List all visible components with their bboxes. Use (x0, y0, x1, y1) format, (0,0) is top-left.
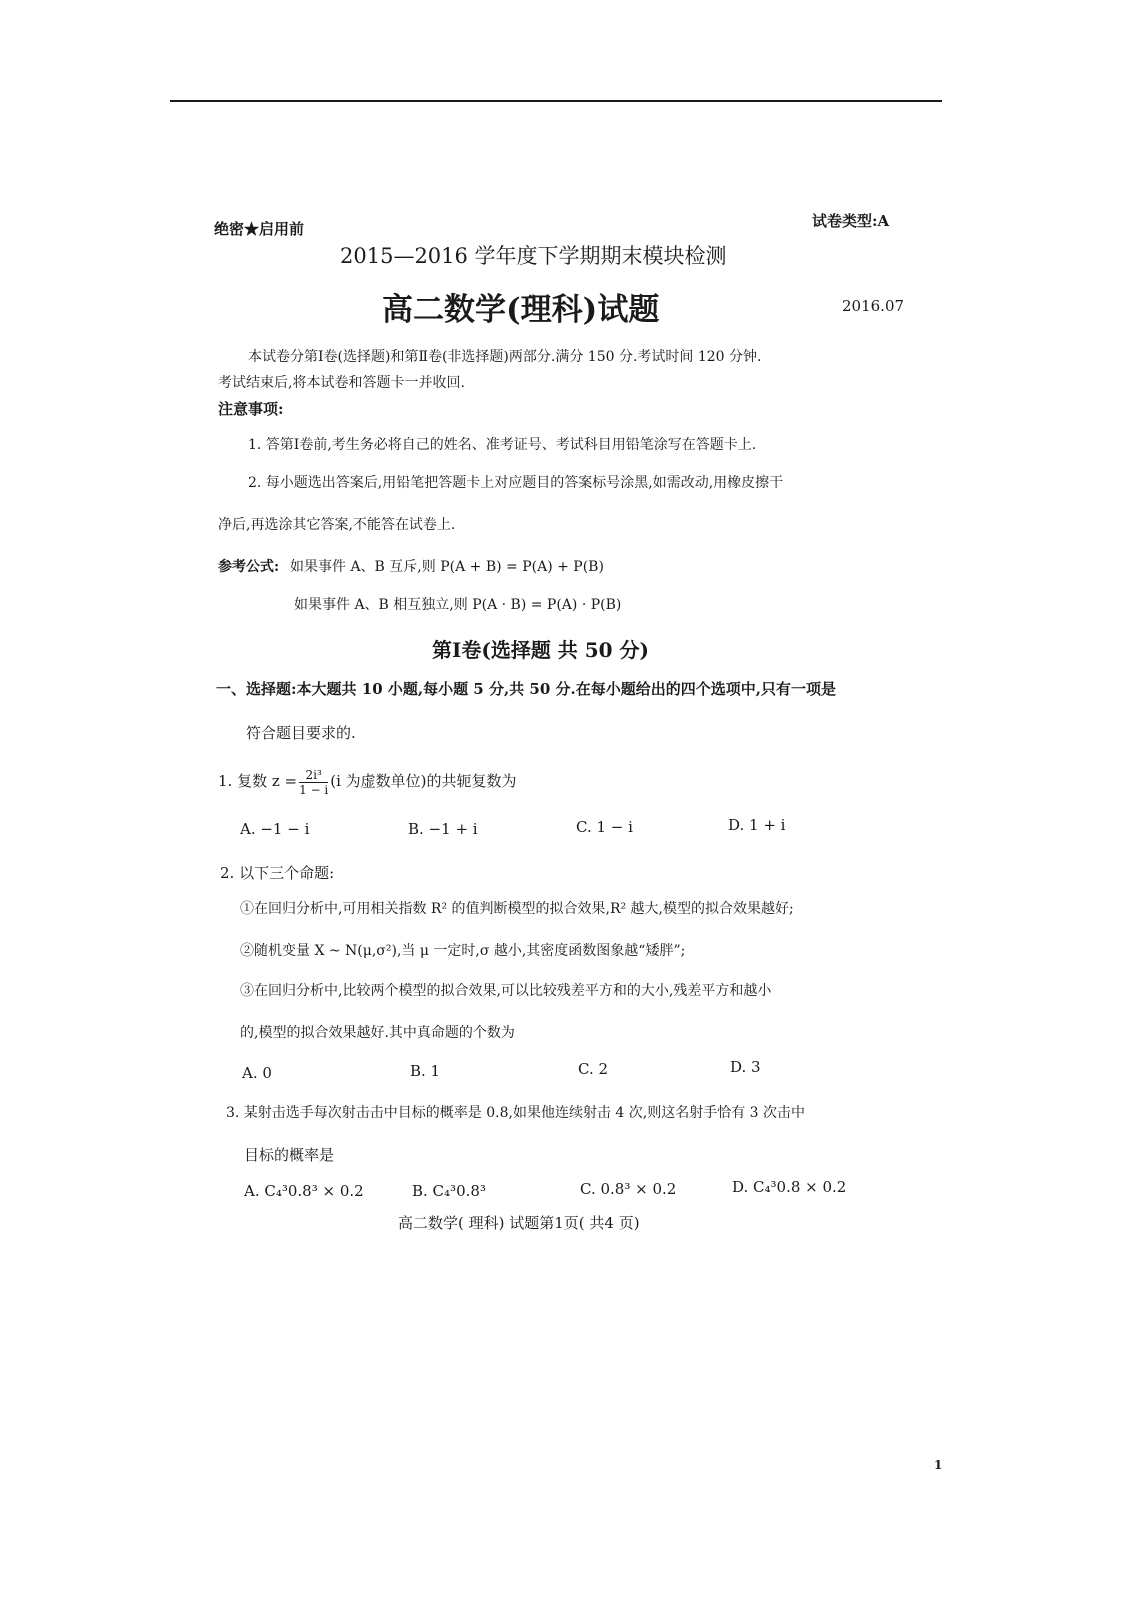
secret-label: 绝密★启用前 (214, 220, 305, 238)
exam-name: 2015—2016 学年度下学期期末模块检测 (340, 244, 727, 268)
notes-title: 注意事项: (218, 400, 284, 418)
page-title: 高二数学(理科)试题 (382, 292, 660, 328)
q1-fraction-denominator: 1 − i (299, 782, 329, 797)
q1-option-d: D. 1 + i (728, 816, 786, 834)
q2-proposition-2: ②随机变量 X ~ N(μ,σ²),当 μ 一定时,σ 越小,其密度函数图象越“矮胖”; (240, 943, 686, 959)
q1-option-b: B. −1 + i (408, 820, 478, 838)
q3-option-c: C. 0.8³ × 0.2 (580, 1180, 677, 1198)
top-rule (170, 100, 942, 102)
q1-suffix: (i 为虚数单位)的共轭复数为 (330, 772, 517, 790)
page-number: 1 (934, 1458, 943, 1472)
formula-line-1: 如果事件 A、B 互斥,则 P(A + B) = P(A) + P(B) (290, 559, 604, 575)
question-3-stem-a: 3. 某射击选手每次射击击中目标的概率是 0.8,如果他连续射击 4 次,则这名射手恰有 3 次击中 (226, 1105, 806, 1121)
intro-line-2: 考试结束后,将本试卷和答题卡一并收回. (218, 375, 465, 391)
q2-proposition-3a: ③在回归分析中,比较两个模型的拟合效果,可以比较残差平方和的大小,残差平方和越小 (240, 983, 772, 999)
q1-prefix: 1. 复数 z = (218, 772, 298, 790)
section-instruction-b: 符合题目要求的. (246, 724, 356, 742)
section-instruction-a: 一、选择题:本大题共 10 小题,每小题 5 分,共 50 分.在每小题给出的四个选项中,只有一项是 (216, 680, 836, 698)
exam-date: 2016.07 (842, 297, 905, 315)
q3-option-d: D. C₄³0.8 × 0.2 (732, 1178, 847, 1196)
intro-line-1: 本试卷分第Ⅰ卷(选择题)和第Ⅱ卷(非选择题)两部分.满分 150 分.考试时间 120 分钟. (248, 349, 762, 365)
question-2-stem: 2. 以下三个命题: (220, 864, 335, 882)
q1-option-a: A. −1 − i (240, 820, 310, 838)
note-2b: 净后,再选涂其它答案,不能答在试卷上. (218, 517, 456, 533)
q1-option-c: C. 1 − i (576, 818, 633, 836)
q1-fraction-numerator: 2i³ (299, 768, 328, 783)
q3-option-a: A. C₄³0.8³ × 0.2 (244, 1182, 364, 1200)
q2-option-b: B. 1 (410, 1062, 441, 1080)
section-title: 第Ⅰ卷(选择题 共 50 分) (432, 638, 650, 662)
paper-type: 试卷类型:A (812, 212, 890, 230)
q1-fraction (299, 768, 328, 797)
q2-proposition-1: ①在回归分析中,可用相关指数 R² 的值判断模型的拟合效果,R² 越大,模型的拟合效果越好; (240, 901, 794, 917)
formula-label: 参考公式: (218, 559, 280, 575)
page-footer-label: 高二数学( 理科) 试题第1页( 共4 页) (398, 1214, 640, 1232)
q2-proposition-3b: 的,模型的拟合效果越好.其中真命题的个数为 (240, 1025, 515, 1041)
question-3-stem-b: 目标的概率是 (244, 1146, 335, 1164)
q2-option-d: D. 3 (730, 1058, 761, 1076)
formula-line-2: 如果事件 A、B 相互独立,则 P(A · B) = P(A) · P(B) (294, 597, 622, 613)
q2-option-a: A. 0 (242, 1064, 272, 1082)
note-1: 1. 答第Ⅰ卷前,考生务必将自己的姓名、准考证号、考试科目用铅笔涂写在答题卡上. (248, 437, 757, 453)
q3-option-b: B. C₄³0.8³ (412, 1182, 486, 1200)
note-2a: 2. 每小题选出答案后,用铅笔把答题卡上对应题目的答案标号涂黑,如需改动,用橡皮擦干 (248, 475, 784, 491)
q2-option-c: C. 2 (578, 1060, 609, 1078)
question-1-stem (218, 766, 517, 797)
